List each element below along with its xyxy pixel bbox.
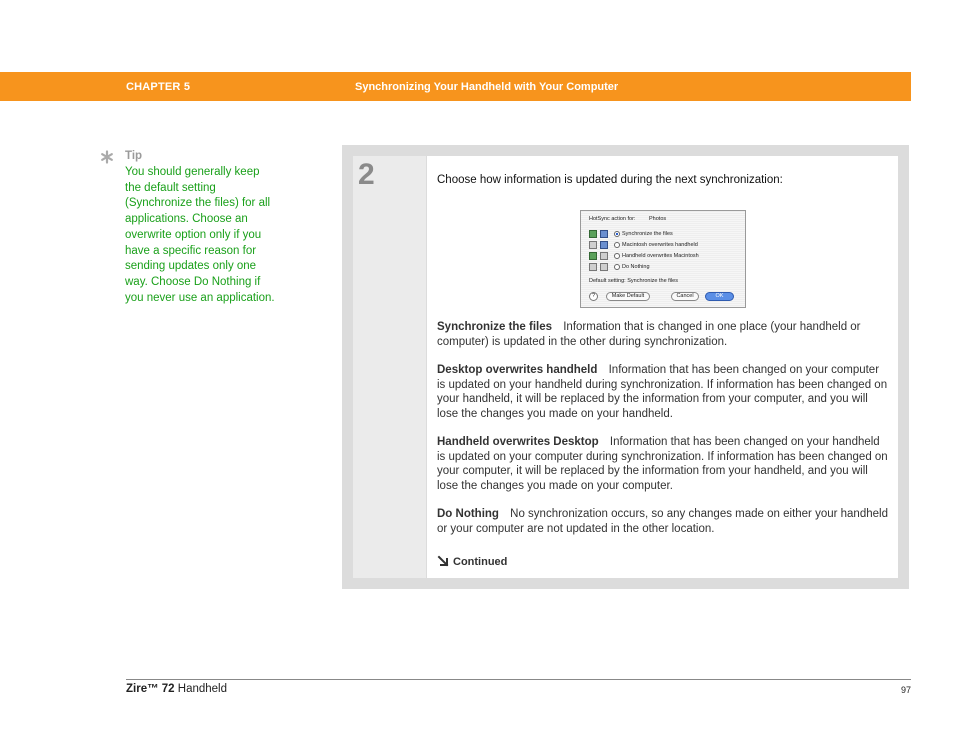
- step-number-column: [353, 156, 426, 578]
- footer-divider: [126, 679, 911, 680]
- hotsync-action-dialog: [580, 210, 746, 308]
- do-nothing-icon: [589, 263, 611, 272]
- radio-synchronize[interactable]: [614, 231, 620, 237]
- radio-do-nothing[interactable]: [614, 264, 620, 270]
- radio-mac-overwrites[interactable]: [614, 242, 620, 248]
- dialog-action-label: HotSync action for:: [589, 216, 636, 222]
- chapter-label: CHAPTER 5: [126, 81, 191, 93]
- ok-button[interactable]: OK: [705, 292, 734, 301]
- dialog-default-setting: Default setting: Synchronize the files: [589, 278, 678, 284]
- definition-term: Desktop overwrites handheld: [437, 364, 598, 376]
- dialog-option-handheld-overwrites[interactable]: [589, 252, 739, 262]
- tip-heading: Tip: [125, 150, 143, 162]
- dialog-option-label: Do Nothing: [622, 264, 650, 270]
- definition-item: [437, 363, 889, 421]
- definition-item: [437, 507, 889, 536]
- dialog-option-label: Handheld overwrites Macintosh: [622, 253, 699, 259]
- radio-handheld-overwrites[interactable]: [614, 253, 620, 259]
- chapter-header-bar: [0, 72, 911, 101]
- definition-term: Do Nothing: [437, 508, 499, 520]
- footer-product-name: [126, 683, 227, 695]
- footer-product-bold: Zire™ 72: [126, 683, 175, 695]
- dialog-option-synchronize[interactable]: [589, 230, 739, 240]
- definition-text: Information that has been changed on your handheld is updated on your computer during synchronization. If information has been changed on your computer, it will be replaced by the information from your handheld, and you will lose the changes you made on your computer.: [437, 436, 888, 492]
- page-number: 97: [900, 685, 911, 695]
- definition-text: No synchronization occurs, so any changes made on either your handheld or your computer are not updated in the other location.: [437, 508, 888, 535]
- step-intro-text: Choose how information is updated during the next synchronization:: [437, 174, 783, 186]
- definition-text: Information that has been changed on your computer is updated on your handheld during synchronization. If information has been changed on your handheld, it will be replaced by the information from your computer, and you will lose the changes you made on your handheld.: [437, 364, 888, 420]
- continued-label: Continued: [453, 556, 508, 568]
- definition-item: [437, 320, 889, 349]
- make-default-button[interactable]: Make Default: [606, 292, 650, 301]
- option-definitions: [437, 320, 889, 550]
- definition-item: [437, 435, 889, 493]
- chapter-title: Synchronizing Your Handheld with Your Computer: [355, 81, 619, 93]
- dialog-option-mac-overwrites[interactable]: [589, 241, 739, 251]
- continued-link[interactable]: [437, 555, 507, 568]
- dialog-option-label: Synchronize the files: [622, 231, 673, 237]
- footer-product-rest: Handheld: [174, 683, 228, 695]
- dialog-option-label: Macintosh overwrites handheld: [622, 242, 698, 248]
- sync-direction-icon: [589, 230, 611, 239]
- definition-term: Synchronize the files: [437, 321, 553, 333]
- asterisk-icon: [100, 150, 114, 164]
- dialog-option-do-nothing[interactable]: [589, 263, 739, 273]
- overwrite-handheld-icon: [589, 241, 611, 250]
- overwrite-mac-icon: [589, 252, 611, 261]
- arrow-down-right-icon: [437, 555, 450, 567]
- dialog-action-value: Photos: [649, 216, 667, 222]
- definition-text: Information that is changed in one place (your handheld or computer) is updated in the other during synchronization.: [437, 321, 861, 348]
- cancel-button[interactable]: Cancel: [671, 292, 699, 301]
- help-button[interactable]: ?: [589, 292, 598, 301]
- definition-term: Handheld overwrites Desktop: [437, 436, 599, 448]
- tip-text: You should generally keep the default setting (Synchronize the files) for all applications. Choose an overwrite option only if you have a specific reason for sending updates only one way. Choose Do Nothing if you never use an application.: [125, 166, 275, 304]
- step-number: 2: [358, 158, 375, 191]
